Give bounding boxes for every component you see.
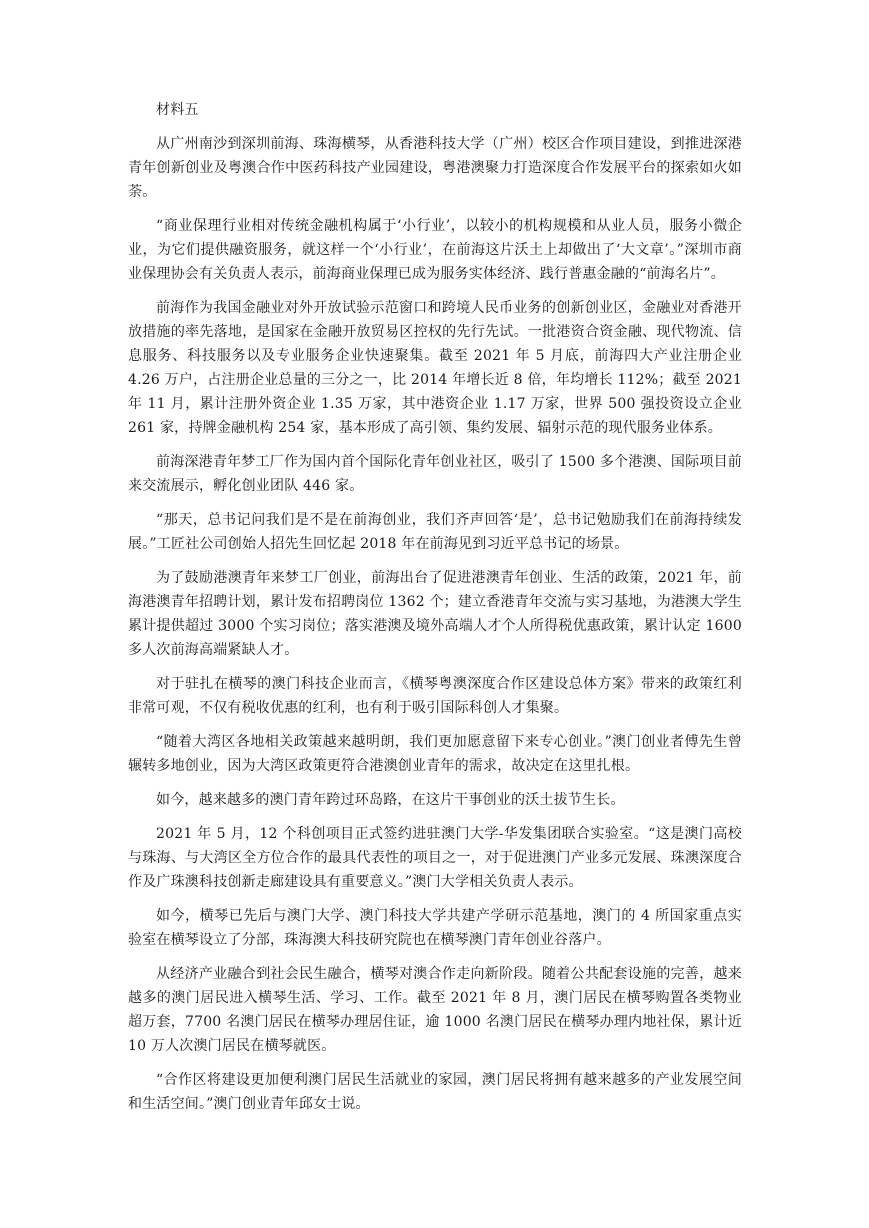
paragraph-13: “合作区将建设更加便利澳门居民生活就业的家园，澳门居民将拥有越来越多的产业发展空间和生活空间。”澳门创业青年邱女士说。: [128, 1072, 742, 1112]
paragraph-11: 如今，横琴已先后与澳门大学、澳门科技大学共建产学研示范基地，澳门的 4 所国家重点实验室在横琴设立了分部，珠海澳大科技研究院也在横琴澳门青年创业谷落户。: [128, 908, 742, 948]
paragraph-8: “随着大湾区各地相关政策越来越明朗，我们更加愿意留下来专心创业。”澳门创业者傅先生曾辗转多地创业，因为大湾区政策更符合港澳创业青年的需求，故决定在这里扎根。: [128, 734, 742, 774]
paragraph-9: 如今，越来越多的澳门青年跨过环岛路，在这片干事创业的沃土拔节生长。: [156, 792, 625, 808]
paragraph-7: 对于驻扎在横琴的澳门科技企业而言，《横琴粤澳深度合作区建设总体方案》带来的政策红利非常可观，不仅有税收优惠的红利，也有利于吸引国际科创人才集聚。: [128, 676, 742, 716]
paragraph-4: 前海深港青年梦工厂作为国内首个国际化青年创业社区，吸引了 1500 多个港澳、国际项目前来交流展示，孵化创业团队 446 家。: [128, 454, 742, 494]
paragraph-6: 为了鼓励港澳青年来梦工厂创业，前海出台了促进港澳青年创业、生活的政策，2021 年，前海港澳青年招聘计划，累计发布招聘岗位 1362 个；建立香港青年交流与实习基地，为港澳大学生累计提供超过 3000 个实习岗位；落实港澳及境外高端人才个人所得税优惠政策，累计认定 1600 多人次前海高端紧缺人才。: [128, 570, 742, 658]
document-page: [128, 98, 742, 1126]
paragraph-5: “那天，总书记问我们是不是在前海创业，我们齐声回答‘是’，总书记勉励我们在前海持续发展。”工匠社公司创始人招先生回忆起 2018 年在前海见到习近平总书记的场景。: [128, 512, 742, 552]
paragraph-2: “商业保理行业相对传统金融机构属于‘小行业’，以较小的机构规模和从业人员，服务小微企业，为它们提供融资服务，就这样一个‘小行业’，在前海这片沃土上却做出了‘大文章’。”深圳市商业保理协会有关负责人表示，前海商业保理已成为服务实体经济、践行普惠金融的“前海名片”。: [128, 218, 742, 282]
paragraph-3: 前海作为我国金融业对外开放试验示范窗口和跨境人民币业务的创新创业区，金融业对香港开放措施的率先落地，是国家在金融开放贸易区控权的先行先试。一批港资合资金融、现代物流、信息服务、科技服务以及专业服务企业快速聚集。截至 2021 年 5 月底，前海四大产业注册企业 4.26 万户，占注册企业总量的三分之一，比 2014 年增长近 8 倍，年均增长 112%；截至 2021 年 11 月，累计注册外资企业 1.35 万家，其中港资企业 1.17 万家，世界 500 强投资设立企业 261 家，持牌金融机构 254 家，基本形成了高引领、集约发展、辐射示范的现代服务业体系。: [128, 300, 742, 436]
paragraph-12: 从经济产业融合到社会民生融合，横琴对澳合作走向新阶段。随着公共配套设施的完善，越来越多的澳门居民进入横琴生活、学习、工作。截至 2021 年 8 月，澳门居民在横琴购置各类物业超万套，7700 名澳门居民在横琴办理居住证，逾 1000 名澳门居民在横琴办理内地社保，累计近 10 万人次澳门居民在横琴就医。: [128, 966, 742, 1054]
paragraph-10: 2021 年 5 月，12 个科创项目正式签约进驻澳门大学-华发集团联合实验室。“这是澳门高校与珠海、与大湾区全方位合作的最具代表性的项目之一，对于促进澳门产业多元发展、珠澳深度合作及广珠澳科技创新走廊建设具有重要意义。”澳门大学相关负责人表示。: [128, 826, 742, 890]
section-heading: 材料五: [156, 102, 199, 118]
paragraph-1: 从广州南沙到深圳前海、珠海横琴，从香港科技大学（广州）校区合作项目建设，到推进深港青年创新创业及粤澳合作中医药科技产业园建设，粤港澳聚力打造深度合作发展平台的探索如火如荼。: [128, 136, 742, 200]
